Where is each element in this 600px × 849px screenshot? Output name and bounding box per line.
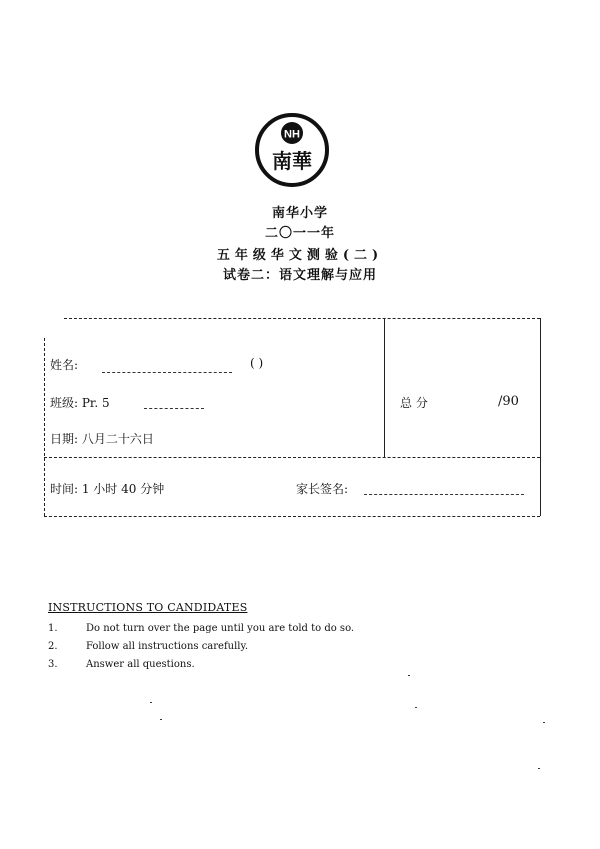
box-right-border (540, 318, 541, 516)
total-score-value: /90 (498, 394, 519, 409)
scan-speck (538, 768, 540, 769)
instruction-item (48, 641, 248, 652)
parent-signature-label: 家长签名: (296, 482, 349, 496)
box-separator (44, 457, 540, 458)
box-middle-divider (384, 318, 385, 458)
parent-signature-underline[interactable] (364, 494, 524, 495)
time-label: 时间: 1 小时 40 分钟 (50, 482, 165, 496)
logo-initials: NH (284, 128, 300, 141)
total-score-label: 总 分 (400, 396, 428, 410)
exam-title: 五年级华文测验(二) (216, 248, 384, 263)
instruction-item (48, 659, 195, 670)
instruction-item (48, 623, 354, 634)
instruction-text: Do not turn over the page until you are told to do so. (86, 623, 355, 634)
scan-speck (408, 675, 410, 676)
scan-speck (543, 722, 545, 723)
instruction-text: Answer all questions. (86, 659, 195, 670)
box-top-border (64, 318, 540, 319)
instructions-title: INSTRUCTIONS TO CANDIDATES (48, 601, 248, 614)
date-label: 日期: 八月二十六日 (50, 432, 154, 446)
scan-speck (415, 707, 417, 708)
instruction-number: 2. (48, 641, 58, 652)
school-name: 南华小学 (271, 206, 328, 221)
logo-chinese-name: 南華 (272, 149, 312, 173)
class-label: 班级: Pr. 5 (50, 396, 110, 410)
scan-speck (160, 719, 162, 720)
student-info-box (44, 318, 540, 516)
exam-year: 二〇一一年 (264, 226, 335, 241)
name-label: 姓名: (50, 358, 79, 372)
box-left-border (44, 338, 45, 516)
instruction-text: Follow all instructions carefully. (86, 641, 249, 652)
class-underline[interactable] (144, 408, 204, 409)
instruction-number: 1. (48, 623, 58, 634)
instruction-number: 3. (48, 659, 58, 670)
box-bottom-border (44, 516, 540, 517)
paper-title: 试卷二：语文理解与应用 (222, 268, 377, 283)
scan-speck (150, 702, 152, 703)
name-underline[interactable] (102, 372, 232, 373)
school-logo (254, 112, 330, 188)
name-index-paren: ( ) (250, 356, 264, 370)
